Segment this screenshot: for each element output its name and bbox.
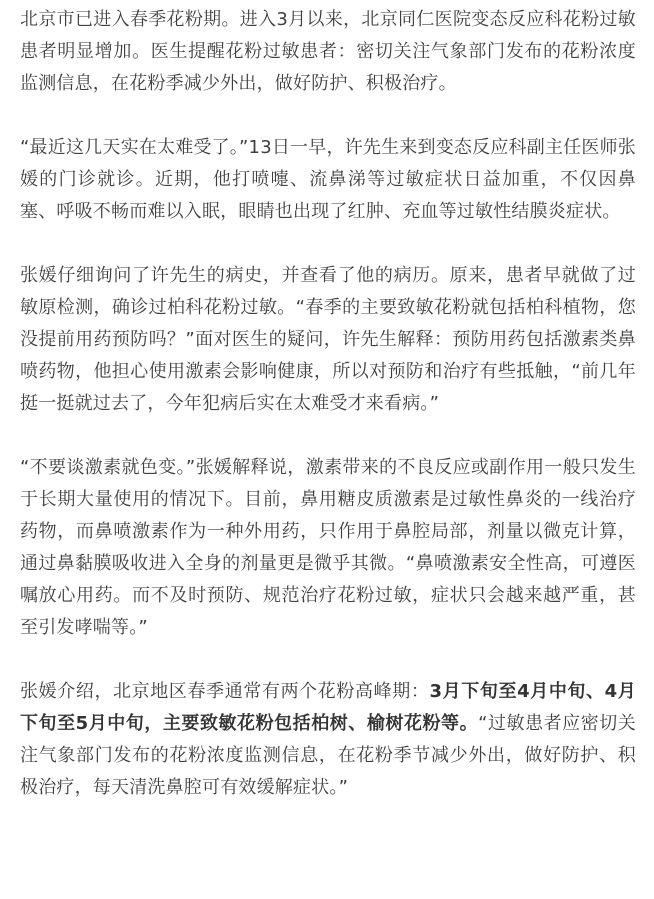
paragraph-5-highlight: 3月下旬至4月中旬、4月下旬至5月中旬，主要致敏花粉包括柏树、榆树花粉等。	[20, 681, 636, 734]
paragraph-5-intro: 张媛介绍，北京地区春季通常有两个花粉高峰期：	[20, 681, 430, 702]
paragraph-2: “最近这几天实在太难受了。”13日一早，许先生来到变态反应科副主任医师张媛的门诊就诊。近期，他打喷嚏、流鼻涕等过敏症状日益加重，不仅因鼻塞、呼吸不畅而难以入眠，眼睛也出现了红肿、充血等过敏性结膜炎症状。	[20, 137, 636, 222]
paragraph-5-quote: “过敏患者应密切关注气象部门发布的花粉浓度监测信息，在花粉季节减少外出，做好防护、积极治疗，每天清洗鼻腔可有效缓解症状。”	[20, 713, 636, 798]
paragraph-1: 北京市已进入春季花粉期。进入3月以来，北京同仁医院变态反应科花粉过敏患者明显增加。医生提醒花粉过敏患者：密切关注气象部门发布的花粉浓度监测信息，在花粉季减少外出，做好防护、积极治疗。	[20, 9, 636, 94]
paragraph-3: 张媛仔细询问了许先生的病史，并查看了他的病历。原来，患者早就做了过敏原检测，确诊过柏科花粉过敏。“春季的主要致敏花粉就包括柏科植物，您没提前用药预防吗？”面对医生的疑问，许先生解释：预防用药包括激素类鼻喷药物，他担心使用激素会影响健康，所以对预防和治疗有些抵触，“前几年挺一挺就过去了，今年犯病后实在太难受才来看病。”	[20, 265, 636, 414]
paragraph-5	[20, 676, 636, 804]
paragraph-4: “不要谈激素就色变。”张媛解释说，激素带来的不良反应或副作用一般只发生于长期大量使用的情况下。目前，鼻用糖皮质激素是过敏性鼻炎的一线治疗药物，而鼻喷激素作为一种外用药，只作用于鼻腔局部，剂量以微克计算，通过鼻黏膜吸收进入全身的剂量更是微乎其微。“鼻喷激素安全性高，可遵医嘱放心用药。而不及时预防、规范治疗花粉过敏，症状只会越来越严重，甚至引发哮喘等。”	[20, 457, 636, 638]
